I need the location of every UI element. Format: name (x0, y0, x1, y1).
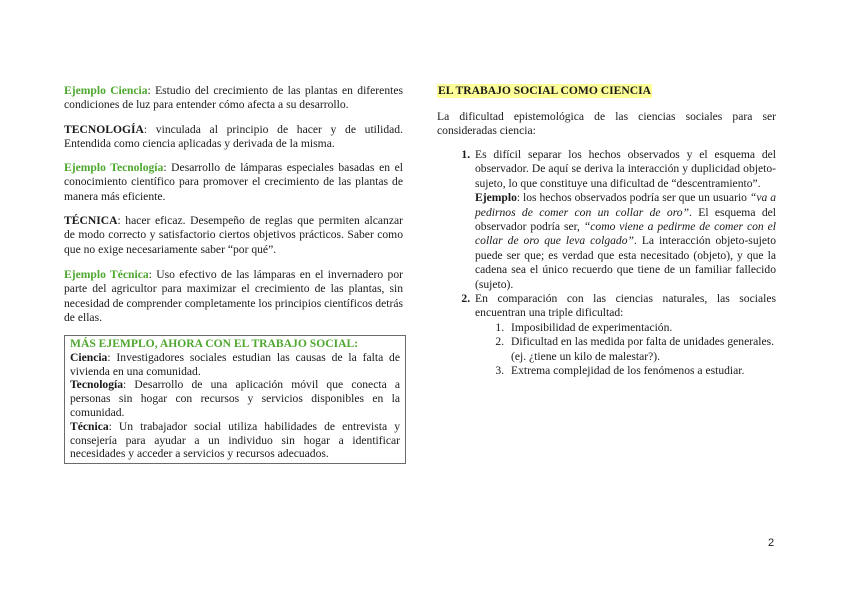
ejemplo-tecnica-label: Ejemplo Técnica (64, 268, 149, 281)
tecnica-paragraph (64, 214, 403, 257)
tecnologia-paragraph (64, 123, 403, 152)
box-tecnologia-label: Tecnología (70, 378, 124, 392)
examples-box (64, 335, 406, 464)
box-ciencia (70, 351, 400, 379)
difficulty-item-2-text: En comparación con las ciencias naturales, las sociales encuentran una triple dificultad: (475, 292, 776, 320)
box-tecnica-text: : Un trabajador social utiliza habilidades de entrevista y consejería para ayudar a un individuo sin hogar a identificar necesidades y acceder a servicios y recursos adecuados. (70, 419, 400, 461)
ejemplo-ciencia-paragraph (64, 84, 403, 113)
sub-item: 3. Extrema complejidad de los fenómenos a estudiar. (507, 364, 776, 378)
item1-example-a: : los hechos observados podría ser que un usuario (516, 191, 750, 205)
tecnica-label: TÉCNICA (64, 214, 118, 227)
item1-quote-2: “como viene a pedirme de comer con el collar de oro que leva colgado” (475, 220, 776, 248)
item1-quote-1: “va a pedirnos de comer con un collar de oro” (475, 191, 776, 219)
section-heading-wrap (437, 84, 652, 98)
box-tecnica-label: Técnica (70, 419, 109, 433)
box-ciencia-label: Ciencia (70, 350, 108, 364)
item1-example-label: Ejemplo (475, 191, 517, 205)
difficulty-item-1 (473, 148, 776, 292)
section-heading: EL TRABAJO SOCIAL COMO CIENCIA (438, 84, 652, 97)
box-title: MÁS EJEMPLO, AHORA CON EL TRABAJO SOCIAL: (70, 337, 359, 350)
sub-difficulties-list (475, 321, 776, 379)
sub-item: 2. Dificultad en las medida por falta de unidades generales. (ej. ¿tiene un kilo de malestar?). (507, 335, 776, 364)
tecnologia-label: TECNOLOGÍA (64, 123, 144, 136)
box-tecnica (70, 420, 400, 461)
tecnologia-text: : vinculada al principio de hacer y de utilidad. Entendida como ciencia aplicadas y derivada de la misma. (64, 123, 403, 151)
tecnica-text: : hacer eficaz. Desempeño de reglas que permiten alcanzar de modo correcto y satisfactorio ciertos objetivos prácticos. Saber como que no exige necesariamente saber “por qué”. (64, 214, 403, 256)
ejemplo-tecnologia-text: : Desarrollo de lámparas especiales basadas en el conocimiento científico para promover el crecimiento de las plantas de manera más eficiente. (64, 161, 404, 203)
page-number: 2 (768, 537, 775, 549)
box-tecnologia (70, 378, 400, 419)
item1-example-b: . El esquema del observador podría ser, (475, 205, 776, 234)
box-tecnologia-text: : Desarrollo de una aplicación móvil que conecta a personas sin hogar con recursos y servicios disponibles en la comunidad. (70, 378, 400, 419)
ejemplo-ciencia-text: : Estudio del crecimiento de las plantas en diferentes condiciones de luz para entender cómo afecta a su desarrollo. (64, 84, 403, 112)
ejemplo-tecnologia-label: Ejemplo Tecnología (64, 161, 164, 174)
difficulties-list (437, 148, 776, 379)
ejemplo-ciencia-label: Ejemplo Ciencia (64, 84, 148, 97)
ejemplo-tecnica-paragraph (64, 268, 403, 326)
difficulty-item-2 (473, 292, 776, 378)
intro-paragraph: La dificultad epistemológica de las ciencias sociales para ser consideradas ciencia: (437, 110, 776, 138)
ejemplo-tecnica-text: : Uso efectivo de las lámparas en el invernadero por parte del agricultor para maximizar el crecimiento de las plantas, sin necesidad de comprender completamente los principios científicos detrás de ellas. (64, 268, 403, 325)
sub-item: 1. Imposibilidad de experimentación. (507, 321, 776, 335)
difficulty-item-1-text: Es difícil separar los hechos observados y el esquema del observador. De aquí se deriva la interacción y duplicidad objeto-sujeto, lo que constituye una dificultad de “descentramiento”. (475, 148, 776, 190)
item1-example-c: . La interacción objeto-sujeto puede ser que; es verdad que esta necesitado (objeto), y que la cadena sea el único recuerdo que tiene de un familiar fallecido (sujeto). (475, 234, 777, 291)
box-ciencia-text: : Investigadores sociales estudian las causas de la falta de vivienda en una comunidad. (70, 350, 400, 378)
ejemplo-tecnologia-paragraph (64, 161, 403, 204)
